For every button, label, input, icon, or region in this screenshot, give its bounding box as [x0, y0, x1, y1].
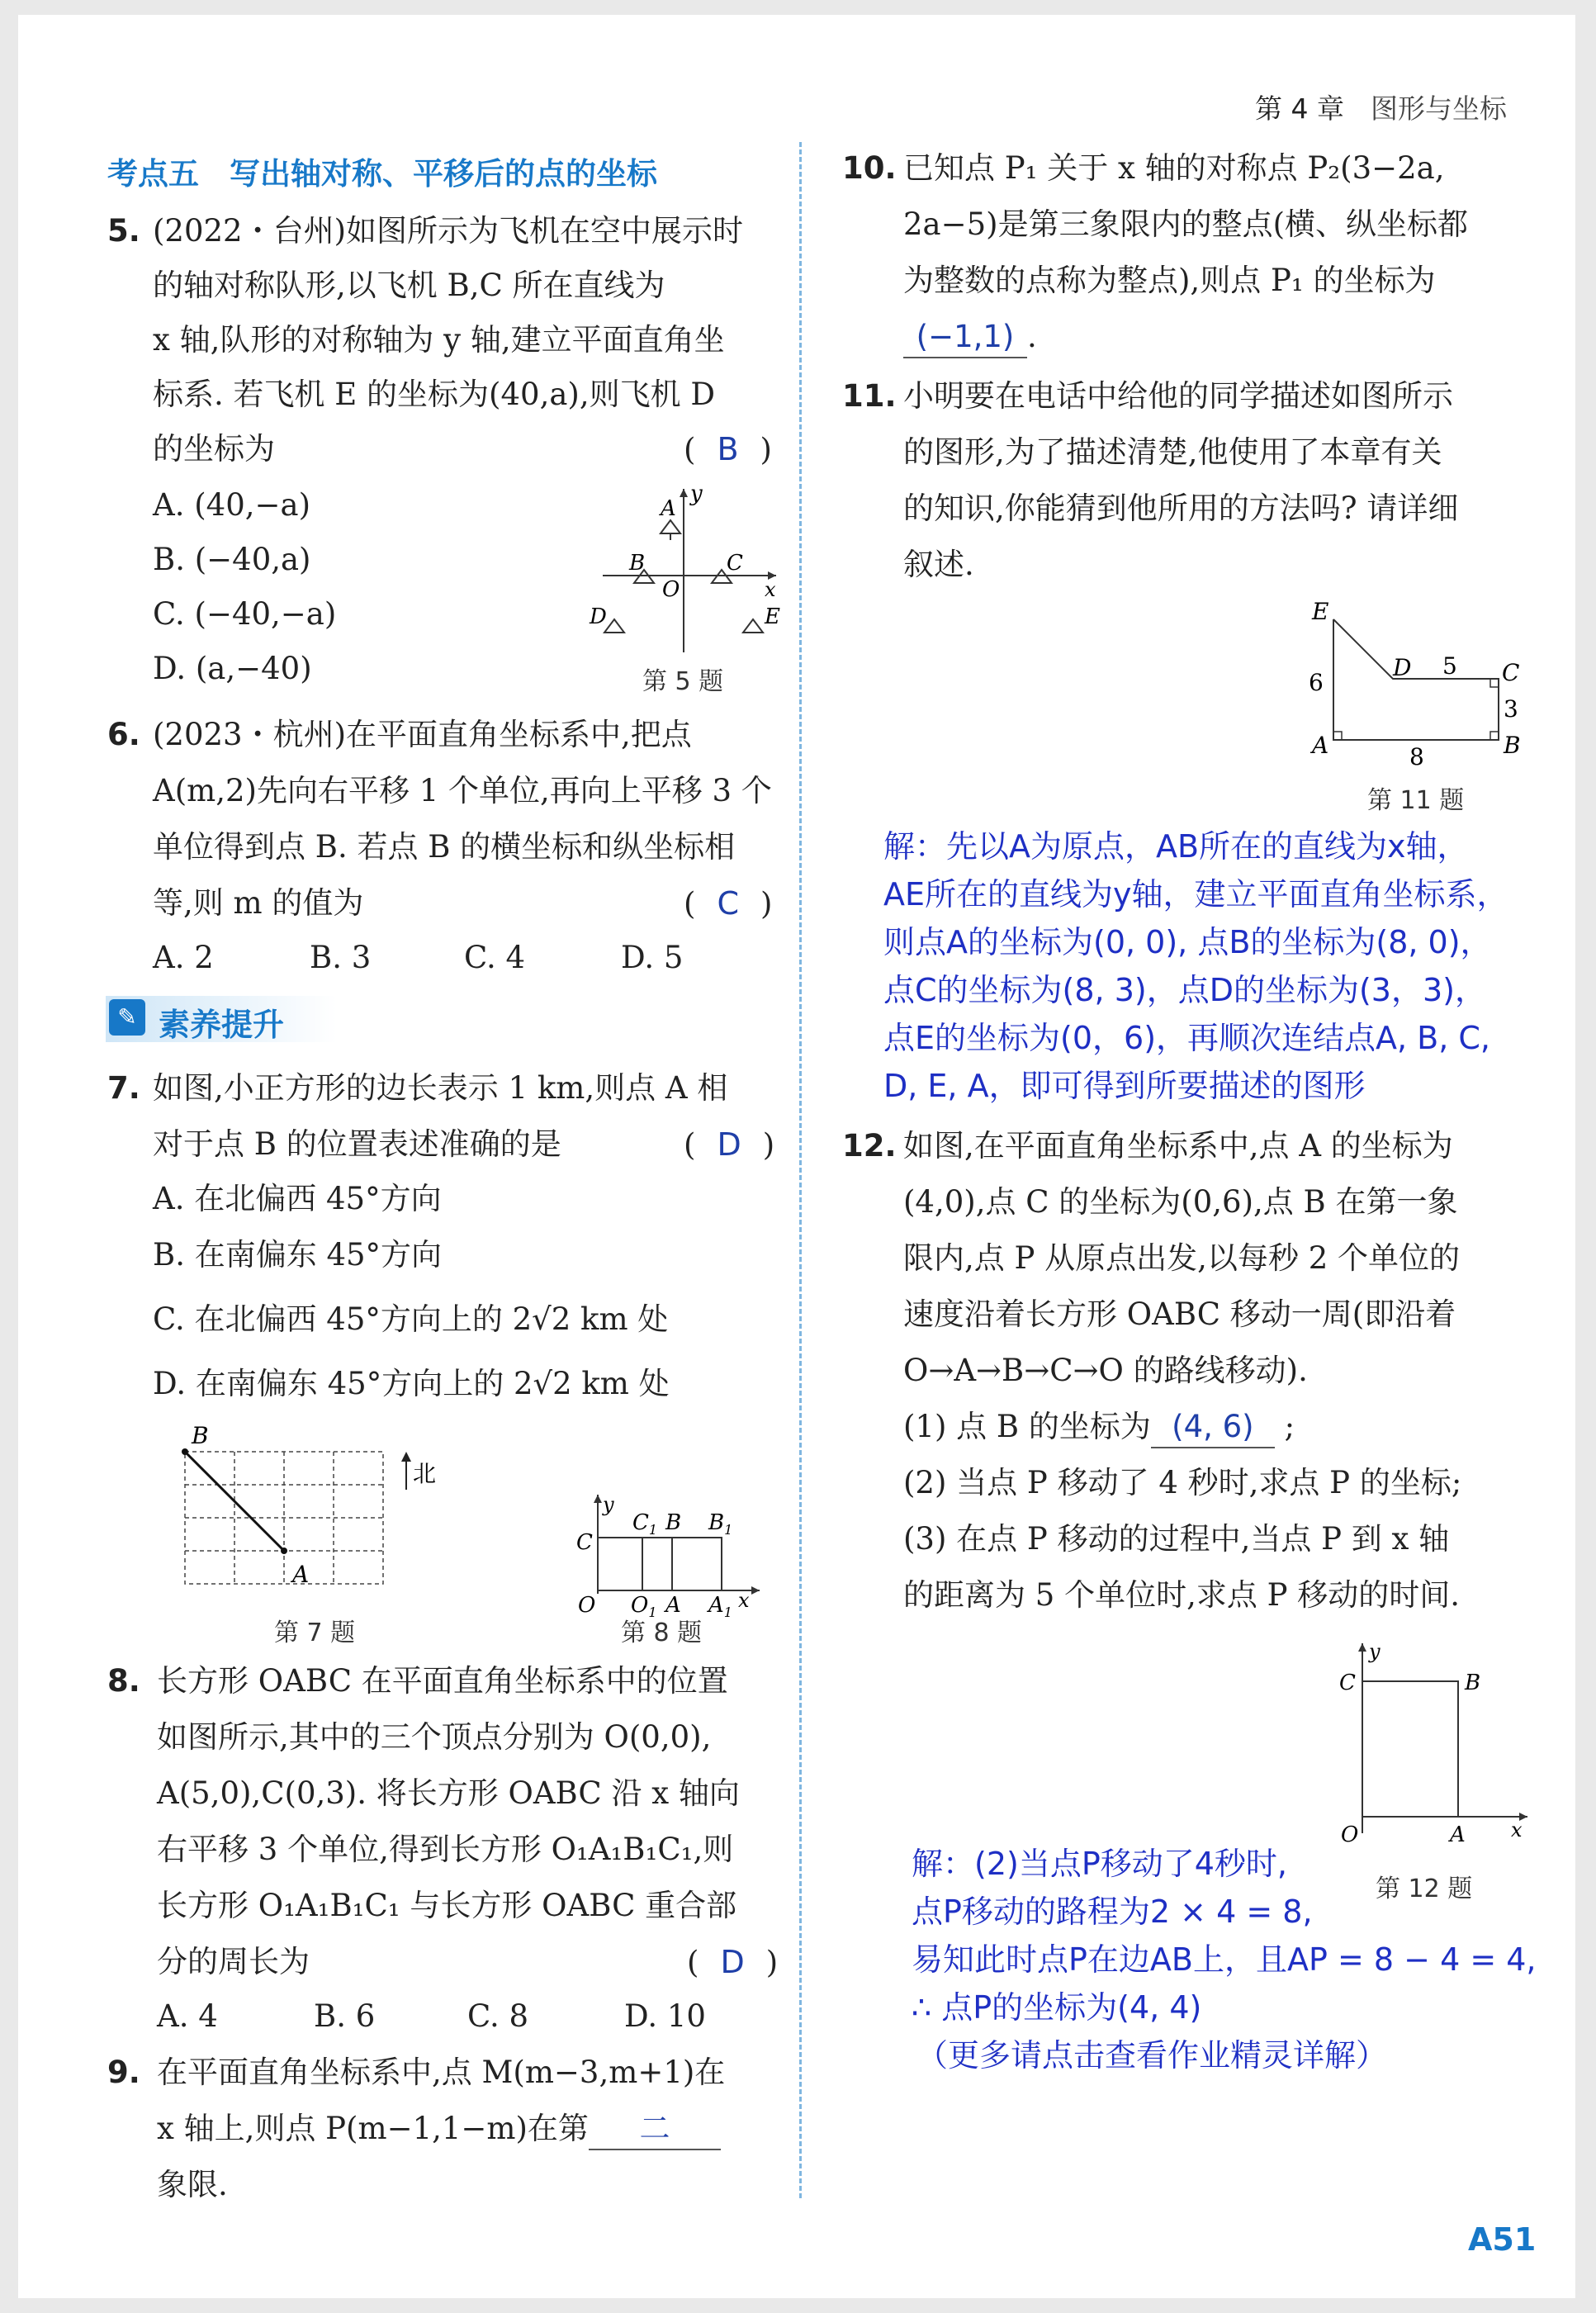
q10-line: 2a−5)是第三象限内的整点(横、纵坐标都 — [903, 206, 1469, 242]
q11-solution-line: 则点A的坐标为(0, 0), 点B的坐标为(8, 0)， — [883, 924, 1492, 960]
q12-solution-line: 易知此时点P在边AB上，且AP = 8 − 4 = 4, — [912, 1941, 1537, 1978]
svg-text:B: B — [1465, 1671, 1481, 1695]
svg-text:B: B — [665, 1510, 682, 1535]
q9-line-text: x 轴上,则点 P(m−1,1−m)在第 — [157, 2111, 589, 2146]
q9-answer: 二 — [589, 2109, 721, 2150]
q12-number: 12. — [842, 1128, 897, 1164]
q5-option: D. (a,−40) — [153, 651, 312, 686]
q5-line: 标系. 若飞机 E 的坐标为(40,a),则飞机 D — [153, 377, 716, 412]
q10-answer: (−1,1) — [903, 317, 1027, 358]
q12-line: O→A→B→C→O 的路线移动). — [903, 1353, 1308, 1388]
svg-text:y: y — [690, 481, 703, 506]
q12-solution-line: 解：(2)当点P移动了4秒时, — [912, 1846, 1287, 1882]
q12-figure — [1329, 1635, 1544, 1850]
svg-text:A: A — [661, 496, 676, 521]
chapter-title: 图形与坐标 — [1371, 92, 1507, 125]
q6-line: 单位得到点 B. 若点 B 的横坐标和纵坐标相 — [153, 829, 736, 865]
q12-part1-text: (1) 点 B 的坐标为 — [903, 1409, 1151, 1444]
q12-solution-line: 点P移动的路程为2 × 4 = 8, — [912, 1894, 1313, 1930]
q12-line: 如图,在平面直角坐标系中,点 A 的坐标为 — [903, 1128, 1453, 1164]
q5-option: C. (−40,−a) — [153, 596, 337, 632]
q7-option: B. 在南偏东 45°方向 — [153, 1237, 443, 1273]
q11-solution-line: D, E, A，即可得到所要描述的图形 — [883, 1068, 1366, 1104]
q9-line — [157, 2109, 721, 2150]
q6-option: D. 5 — [621, 940, 684, 975]
q12-line: 速度沿着长方形 OABC 移动一周(即沿着 — [903, 1296, 1456, 1332]
q6-line: A(m,2)先向右平移 1 个单位,再向上平移 3 个 — [153, 773, 772, 808]
svg-text:x: x — [765, 578, 776, 601]
q7-option: A. 在北偏西 45°方向 — [153, 1181, 442, 1216]
svg-text:5: 5 — [1442, 652, 1457, 680]
q5-line: (2022・台州)如图所示为飞机在空中展示时 — [153, 213, 744, 249]
svg-text:E: E — [1312, 598, 1329, 625]
svg-text:3: 3 — [1504, 695, 1518, 723]
north-label: 北 — [413, 1460, 437, 1487]
q10-line: 已知点 P₁ 关于 x 轴的对称点 P₂(3−2a, — [903, 150, 1445, 186]
q10-answer-line: (−1,1) . — [903, 317, 1037, 358]
svg-text:B1: $B_1$ — [708, 1510, 733, 1538]
q9-line: 在平面直角坐标系中,点 M(m−3,m+1)在 — [157, 2055, 726, 2090]
q5-figure — [578, 479, 793, 661]
q8-option: C. 8 — [467, 1998, 529, 2034]
q10-number: 10. — [842, 150, 897, 186]
q7-number: 7. — [107, 1070, 140, 1106]
q5-line: 的轴对称队形,以飞机 B,C 所在直线为 — [153, 268, 665, 303]
q6-option: C. 4 — [464, 940, 526, 975]
svg-text:A: A — [1312, 732, 1329, 759]
svg-text:E: E — [765, 604, 780, 629]
q6-number: 6. — [107, 717, 140, 752]
svg-text:x: x — [1511, 1818, 1523, 1841]
q8-option: A. 4 — [157, 1998, 218, 2034]
q5-line: x 轴,队形的对称轴为 y 轴,建立平面直角坐 — [153, 322, 725, 358]
svg-text:x: x — [738, 1589, 750, 1612]
q8-answer: D — [720, 1944, 745, 1980]
q10-line: 为整数的点称为整点),则点 P₁ 的坐标为 — [903, 263, 1436, 298]
q12-part3: (3) 在点 P 移动的过程中,当点 P 到 x 轴 — [903, 1521, 1450, 1557]
svg-text:O: O — [578, 1593, 596, 1618]
q8-option: D. 10 — [624, 1998, 706, 2034]
q11-solution-line: 点E的坐标为(0，6)，再顺次连结点A, B, C, — [883, 1020, 1491, 1056]
q12-part3: 的距离为 5 个单位时,求点 P 移动的时间. — [903, 1577, 1461, 1613]
q5-number: 5. — [107, 213, 140, 249]
svg-text:8: 8 — [1409, 743, 1424, 770]
q8-line: A(5,0),C(0,3). 将长方形 OABC 沿 x 轴向 — [157, 1775, 740, 1811]
column-divider — [799, 142, 802, 2198]
q5-option: B. (−40,a) — [153, 542, 311, 577]
q12-caption: 第 12 题 — [1376, 1875, 1473, 1903]
q12-solution-line: ∴ 点P的坐标为(4, 4) — [912, 1989, 1202, 2026]
svg-text:B: B — [192, 1422, 209, 1449]
q8-line: 分的周长为 — [157, 1944, 310, 1979]
q8-option: B. 6 — [314, 1998, 376, 2034]
svg-text:A: A — [1450, 1822, 1466, 1847]
banner-title: 素养提升 — [159, 1007, 285, 1043]
q9-line: 象限. — [157, 2167, 228, 2202]
svg-text:B: B — [1504, 732, 1521, 759]
q5-answer: B — [717, 431, 739, 467]
q8-line: 长方形 OABC 在平面直角坐标系中的位置 — [157, 1663, 728, 1699]
q8-figure — [570, 1486, 768, 1620]
q5-line: 的坐标为 — [153, 431, 275, 467]
q8-line: 长方形 O₁A₁B₁C₁ 与长方形 OABC 重合部 — [157, 1888, 737, 1923]
q11-solution-line: 点C的坐标为(8, 3)，点D的坐标为(3，3)， — [883, 972, 1486, 1008]
q7-line: 如图,小正方形的边长表示 1 km,则点 A 相 — [153, 1070, 728, 1106]
q12-part1: (1) 点 B 的坐标为 (4, 6) ; — [903, 1407, 1295, 1448]
q7-line: 对于点 B 的位置表述准确的是 — [153, 1126, 561, 1162]
rocket-icon: ✎ — [109, 999, 145, 1036]
svg-text:D: D — [1393, 654, 1412, 681]
q11-figure — [1300, 595, 1532, 770]
q7-option: D. 在南偏东 45°方向上的 2√2 km 处 — [153, 1366, 670, 1401]
q5-caption: 第 5 题 — [642, 667, 724, 696]
q11-line: 的图形,为了描述清楚,他使用了本章有关 — [903, 434, 1442, 470]
svg-text:C: C — [727, 551, 743, 576]
q6-line: (2023・杭州)在平面直角坐标系中,把点 — [153, 717, 692, 752]
q11-line: 的知识,你能猜到他所用的方法吗? 请详细 — [903, 491, 1459, 526]
page-number: A51 — [1468, 2221, 1537, 2258]
svg-text:A: A — [292, 1561, 310, 1588]
q8-line: 如图所示,其中的三个顶点分别为 O(0,0), — [157, 1719, 712, 1755]
q8-answer-bracket: ( D ) — [687, 1944, 779, 1980]
q6-answer: C — [717, 885, 739, 922]
svg-text:O: O — [662, 577, 680, 602]
q7-figure — [173, 1419, 454, 1609]
more-details-link[interactable]: （更多请点击查看作业精灵详解） — [916, 2037, 1388, 2074]
svg-text:6: 6 — [1309, 669, 1324, 696]
q11-solution-line: AE所在的直线为y轴，建立平面直角坐标系， — [883, 876, 1508, 912]
q11-number: 11. — [842, 378, 897, 414]
q5-answer-bracket: ( B ) — [684, 431, 772, 467]
q6-line: 等,则 m 的值为 — [153, 885, 364, 921]
q7-answer-bracket: ( D ) — [684, 1126, 775, 1163]
q6-option: A. 2 — [153, 940, 214, 975]
q5-option: A. (40,−a) — [153, 487, 311, 523]
svg-text:D: D — [590, 604, 607, 629]
q9-number: 9. — [107, 2055, 140, 2090]
q11-caption: 第 11 题 — [1367, 786, 1465, 815]
chapter-label: 第 4 章 — [1255, 92, 1344, 125]
q8-number: 8. — [107, 1663, 140, 1699]
svg-text:A1: $A_1$ — [708, 1593, 732, 1620]
q6-answer-bracket: ( C ) — [684, 885, 773, 922]
svg-text:B: B — [629, 551, 646, 576]
svg-text:C1: $C_1$ — [632, 1510, 658, 1538]
q8-line: 右平移 3 个单位,得到长方形 O₁A₁B₁C₁,则 — [157, 1832, 734, 1867]
q12-line: (4,0),点 C 的坐标为(0,6),点 B 在第一象 — [903, 1184, 1458, 1220]
svg-text:y: y — [603, 1493, 614, 1516]
q11-line: 叙述. — [903, 547, 974, 582]
q7-answer: D — [717, 1126, 741, 1163]
q8-caption: 第 8 题 — [621, 1619, 703, 1647]
q7-option: C. 在北偏西 45°方向上的 2√2 km 处 — [153, 1301, 669, 1337]
svg-text:C: C — [576, 1530, 593, 1555]
svg-text:C: C — [1339, 1671, 1356, 1695]
svg-text:C: C — [1502, 659, 1520, 686]
svg-text:A: A — [665, 1593, 681, 1618]
q11-solution-line: 解：先以A为原点，AB所在的直线为x轴， — [883, 828, 1469, 865]
q6-option: B. 3 — [310, 940, 372, 975]
section-heading: 考点五 写出轴对称、平移后的点的坐标 — [107, 156, 657, 192]
q11-line: 小明要在电话中给他的同学描述如图所示 — [903, 378, 1453, 414]
svg-text:O: O — [1341, 1822, 1359, 1847]
svg-text:y: y — [1369, 1640, 1381, 1663]
q12-line: 限内,点 P 从原点出发,以每秒 2 个单位的 — [903, 1240, 1461, 1276]
q12-part1-answer: (4, 6) — [1151, 1407, 1275, 1448]
q7-caption: 第 7 题 — [274, 1619, 356, 1647]
svg-text:O1: $O_1$ — [631, 1593, 657, 1620]
q12-part2: (2) 当点 P 移动了 4 秒时,求点 P 的坐标; — [903, 1465, 1462, 1500]
